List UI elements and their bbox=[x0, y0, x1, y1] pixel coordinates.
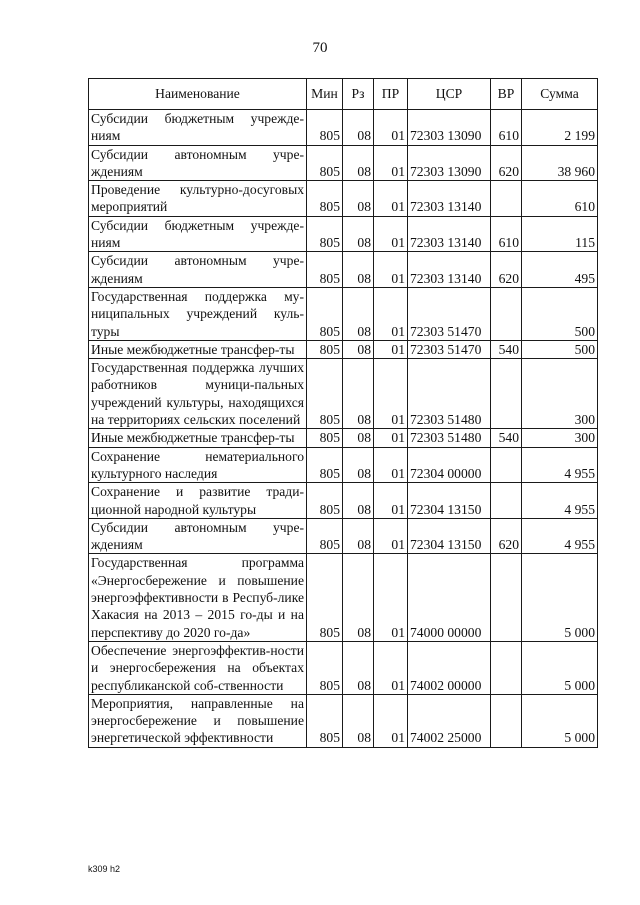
row-rz: 08 bbox=[343, 252, 374, 288]
row-pr: 01 bbox=[374, 694, 408, 747]
row-vr: 540 bbox=[491, 340, 522, 358]
row-pr: 01 bbox=[374, 287, 408, 340]
row-rz: 08 bbox=[343, 641, 374, 694]
header-vr: ВР bbox=[491, 79, 522, 110]
table-row bbox=[89, 287, 598, 340]
row-min: 805 bbox=[307, 110, 343, 146]
row-sum: 300 bbox=[522, 359, 598, 429]
row-name: Субсидии автономным учре-ждениям bbox=[89, 145, 307, 181]
row-csr: 72304 13150 bbox=[408, 483, 491, 519]
row-csr: 72303 13090 bbox=[408, 110, 491, 146]
row-pr: 01 bbox=[374, 110, 408, 146]
row-min: 805 bbox=[307, 518, 343, 554]
row-pr: 01 bbox=[374, 641, 408, 694]
row-min: 805 bbox=[307, 287, 343, 340]
row-rz: 08 bbox=[343, 145, 374, 181]
row-sum: 38 960 bbox=[522, 145, 598, 181]
row-pr: 01 bbox=[374, 483, 408, 519]
row-min: 805 bbox=[307, 429, 343, 447]
row-pr: 01 bbox=[374, 145, 408, 181]
row-name: Субсидии бюджетным учрежде-ниям bbox=[89, 110, 307, 146]
page-number: 70 bbox=[312, 40, 328, 56]
table-row bbox=[89, 110, 598, 146]
row-csr: 74002 00000 bbox=[408, 641, 491, 694]
row-pr: 01 bbox=[374, 518, 408, 554]
row-pr: 01 bbox=[374, 340, 408, 358]
row-sum: 5 000 bbox=[522, 694, 598, 747]
row-min: 805 bbox=[307, 694, 343, 747]
row-name: Обеспечение энергоэффектив-ности и энергосбережения на объектах республиканской соб-ственности bbox=[89, 641, 307, 694]
row-vr bbox=[491, 181, 522, 217]
table-row bbox=[89, 340, 598, 358]
row-vr bbox=[491, 641, 522, 694]
row-min: 805 bbox=[307, 483, 343, 519]
row-vr bbox=[491, 287, 522, 340]
row-vr bbox=[491, 554, 522, 641]
row-rz: 08 bbox=[343, 359, 374, 429]
row-sum: 4 955 bbox=[522, 447, 598, 483]
row-min: 805 bbox=[307, 181, 343, 217]
header-min: Мин bbox=[307, 79, 343, 110]
row-min: 805 bbox=[307, 216, 343, 252]
row-sum: 115 bbox=[522, 216, 598, 252]
row-name: Мероприятия, направленные на энергосбережение и повышение энергетической эффективности bbox=[89, 694, 307, 747]
row-name: Государственная программа «Энергосбережение и повышение энергоэффективности в Респуб-лике Хакасия на 2013 – 2015 го-ды и на перспективу до 2020 го-да» bbox=[89, 554, 307, 641]
header-csr: ЦСР bbox=[408, 79, 491, 110]
row-vr bbox=[491, 694, 522, 747]
row-sum: 495 bbox=[522, 252, 598, 288]
row-pr: 01 bbox=[374, 181, 408, 217]
row-rz: 08 bbox=[343, 694, 374, 747]
row-csr: 72303 51470 bbox=[408, 287, 491, 340]
row-min: 805 bbox=[307, 359, 343, 429]
header-rz: Рз bbox=[343, 79, 374, 110]
row-sum: 5 000 bbox=[522, 641, 598, 694]
row-csr: 72303 13140 bbox=[408, 216, 491, 252]
row-sum: 300 bbox=[522, 429, 598, 447]
row-csr: 72303 13140 bbox=[408, 252, 491, 288]
table-row bbox=[89, 429, 598, 447]
row-min: 805 bbox=[307, 340, 343, 358]
row-sum: 4 955 bbox=[522, 483, 598, 519]
row-vr bbox=[491, 447, 522, 483]
row-pr: 01 bbox=[374, 429, 408, 447]
row-csr: 74002 25000 bbox=[408, 694, 491, 747]
row-rz: 08 bbox=[343, 287, 374, 340]
row-rz: 08 bbox=[343, 216, 374, 252]
row-min: 805 bbox=[307, 145, 343, 181]
row-min: 805 bbox=[307, 641, 343, 694]
table-row bbox=[89, 447, 598, 483]
row-vr: 610 bbox=[491, 216, 522, 252]
row-name: Иные межбюджетные трансфер-ты bbox=[89, 340, 307, 358]
row-sum: 610 bbox=[522, 181, 598, 217]
row-name: Сохранение нематериального культурного наследия bbox=[89, 447, 307, 483]
row-vr: 620 bbox=[491, 252, 522, 288]
budget-table bbox=[88, 78, 598, 748]
table-row bbox=[89, 216, 598, 252]
row-sum: 5 000 bbox=[522, 554, 598, 641]
row-name: Государственная поддержка му-ниципальных учреждений куль-туры bbox=[89, 287, 307, 340]
table-header-row bbox=[89, 79, 598, 110]
row-rz: 08 bbox=[343, 554, 374, 641]
table-row bbox=[89, 518, 598, 554]
table-row bbox=[89, 694, 598, 747]
row-rz: 08 bbox=[343, 447, 374, 483]
row-name: Проведение культурно-досуговых мероприятий bbox=[89, 181, 307, 217]
row-name: Субсидии автономным учре-ждениям bbox=[89, 252, 307, 288]
row-vr: 620 bbox=[491, 145, 522, 181]
row-csr: 72303 13090 bbox=[408, 145, 491, 181]
row-name: Субсидии автономным учре-ждениям bbox=[89, 518, 307, 554]
row-pr: 01 bbox=[374, 252, 408, 288]
table-row bbox=[89, 554, 598, 641]
row-min: 805 bbox=[307, 252, 343, 288]
header-name: Наименование bbox=[89, 79, 307, 110]
header-sum: Сумма bbox=[522, 79, 598, 110]
table-row bbox=[89, 252, 598, 288]
row-csr: 72303 51470 bbox=[408, 340, 491, 358]
row-csr: 72303 13140 bbox=[408, 181, 491, 217]
row-pr: 01 bbox=[374, 554, 408, 641]
row-name: Субсидии бюджетным учрежде-ниям bbox=[89, 216, 307, 252]
row-rz: 08 bbox=[343, 429, 374, 447]
row-rz: 08 bbox=[343, 110, 374, 146]
row-vr: 620 bbox=[491, 518, 522, 554]
table-row bbox=[89, 145, 598, 181]
row-pr: 01 bbox=[374, 359, 408, 429]
row-csr: 72303 51480 bbox=[408, 429, 491, 447]
row-csr: 72303 51480 bbox=[408, 359, 491, 429]
row-sum: 500 bbox=[522, 287, 598, 340]
row-rz: 08 bbox=[343, 483, 374, 519]
table-row bbox=[89, 181, 598, 217]
row-csr: 74000 00000 bbox=[408, 554, 491, 641]
row-vr bbox=[491, 359, 522, 429]
row-pr: 01 bbox=[374, 216, 408, 252]
table-row bbox=[89, 359, 598, 429]
row-vr bbox=[491, 483, 522, 519]
footer-code: k309 h2 bbox=[88, 864, 121, 874]
table-row bbox=[89, 483, 598, 519]
row-csr: 72304 13150 bbox=[408, 518, 491, 554]
row-name: Государственная поддержка лучших работников муници-пальных учреждений культуры, находящихся на территориях сельских поселений bbox=[89, 359, 307, 429]
row-sum: 4 955 bbox=[522, 518, 598, 554]
row-rz: 08 bbox=[343, 340, 374, 358]
row-min: 805 bbox=[307, 554, 343, 641]
row-name: Сохранение и развитие тради-ционной народной культуры bbox=[89, 483, 307, 519]
row-vr: 540 bbox=[491, 429, 522, 447]
row-min: 805 bbox=[307, 447, 343, 483]
row-name: Иные межбюджетные трансфер-ты bbox=[89, 429, 307, 447]
table-row bbox=[89, 641, 598, 694]
row-sum: 500 bbox=[522, 340, 598, 358]
row-csr: 72304 00000 bbox=[408, 447, 491, 483]
row-rz: 08 bbox=[343, 518, 374, 554]
row-rz: 08 bbox=[343, 181, 374, 217]
row-vr: 610 bbox=[491, 110, 522, 146]
row-sum: 2 199 bbox=[522, 110, 598, 146]
header-pr: ПР bbox=[374, 79, 408, 110]
row-pr: 01 bbox=[374, 447, 408, 483]
